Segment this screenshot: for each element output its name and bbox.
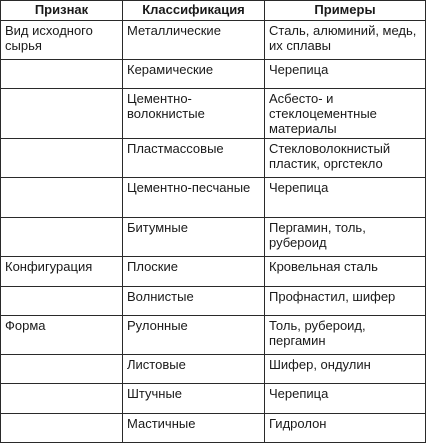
cell-attribute [1, 89, 123, 139]
cell-attribute [1, 139, 123, 178]
cell-examples: Черепица [265, 178, 426, 218]
cell-examples: Черепица [265, 60, 426, 89]
cell-classification: Штучные [123, 384, 265, 414]
cell-classification: Металлические [123, 21, 265, 60]
cell-attribute: Вид исходного сырья [1, 21, 123, 60]
table-row [1, 89, 426, 139]
table-row [1, 21, 426, 60]
table-row [1, 287, 426, 316]
cell-examples: Пергамин, толь, рубероид [265, 218, 426, 257]
cell-examples: Шифер, ондулин [265, 355, 426, 384]
table-row [1, 60, 426, 89]
table-row [1, 257, 426, 287]
table-row [1, 218, 426, 257]
cell-classification: Мастичные [123, 414, 265, 443]
cell-classification: Цементно-волокнистые [123, 89, 265, 139]
cell-classification: Керамические [123, 60, 265, 89]
header-examples: Примеры [265, 1, 426, 21]
cell-classification: Пластмассовые [123, 139, 265, 178]
cell-examples: Черепица [265, 384, 426, 414]
cell-classification: Цементно-песчаные [123, 178, 265, 218]
table-row [1, 355, 426, 384]
header-attribute: Признак [1, 1, 123, 21]
cell-attribute [1, 218, 123, 257]
cell-examples: Толь, рубероид, пергамин [265, 316, 426, 355]
cell-examples: Стекловолокнистый пластик, оргстекло [265, 139, 426, 178]
cell-attribute [1, 355, 123, 384]
cell-classification: Плоские [123, 257, 265, 287]
table-row [1, 316, 426, 355]
table-row [1, 139, 426, 178]
cell-examples: Кровельная сталь [265, 257, 426, 287]
cell-attribute [1, 60, 123, 89]
cell-examples: Асбесто- и стеклоцементные материалы [265, 89, 426, 139]
cell-classification: Битумные [123, 218, 265, 257]
cell-attribute: Форма [1, 316, 123, 355]
cell-attribute [1, 384, 123, 414]
header-classification: Классификация [123, 1, 265, 21]
cell-attribute [1, 178, 123, 218]
table-header-row [1, 1, 426, 21]
cell-attribute [1, 287, 123, 316]
cell-classification: Рулонные [123, 316, 265, 355]
cell-examples: Профнастил, шифер [265, 287, 426, 316]
cell-classification: Волнистые [123, 287, 265, 316]
cell-attribute: Конфигурация [1, 257, 123, 287]
cell-classification: Листовые [123, 355, 265, 384]
cell-examples: Сталь, алюминий, медь, их сплавы [265, 21, 426, 60]
table-row [1, 178, 426, 218]
table-row [1, 384, 426, 414]
cell-examples: Гидролон [265, 414, 426, 443]
